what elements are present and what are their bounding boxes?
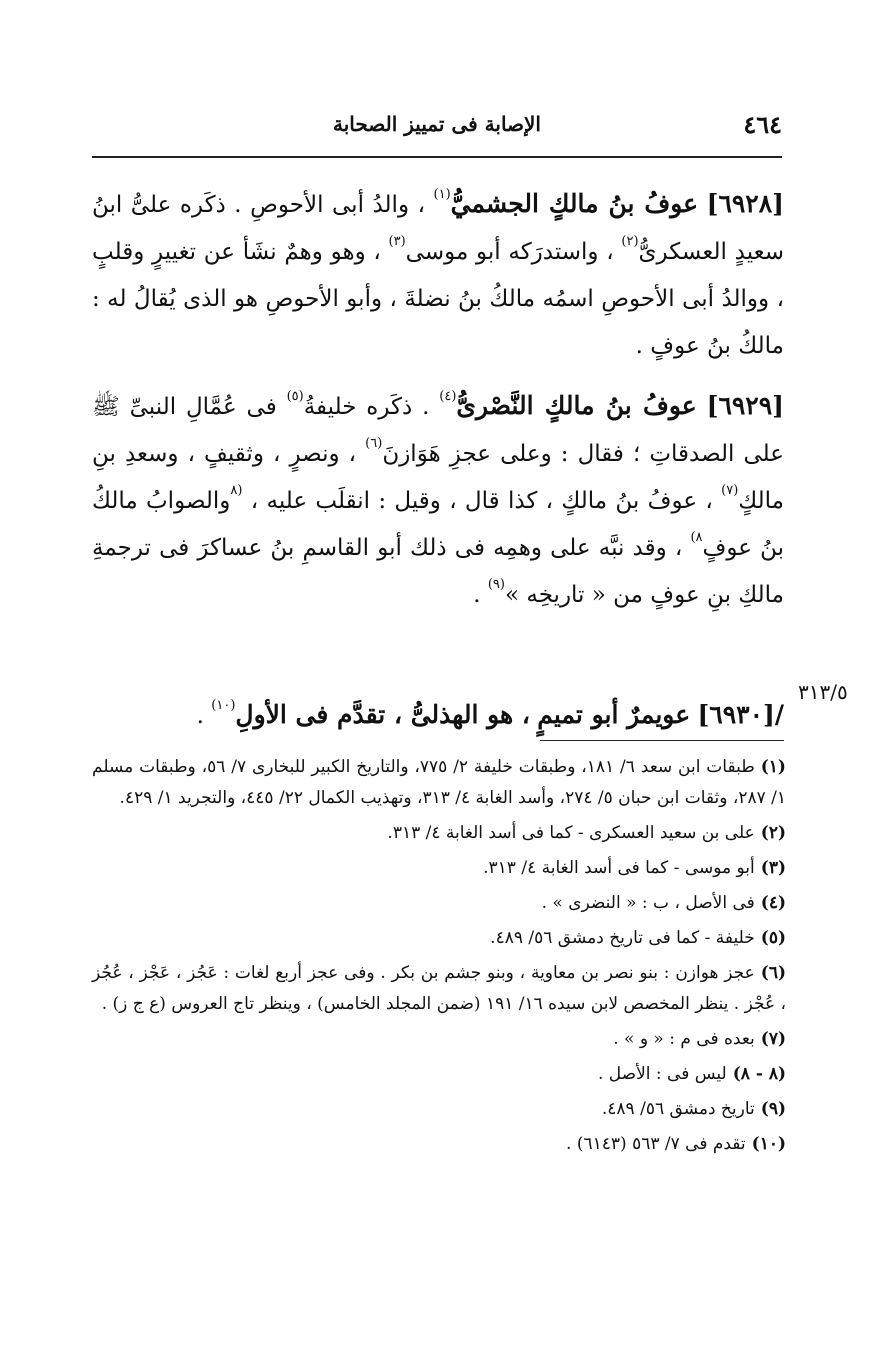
entry-text: فى عُمَّالِ النبىِّ ﷺ على الصدقاتِ ؛ فقال : وعلى عجزِ هَوَازنَ — [92, 394, 784, 467]
footnote-text: أبو موسى - كما فى أسد الغابة ٤/ ٣١٣. — [483, 858, 755, 878]
footnote — [92, 818, 786, 849]
footnote-mark: (١٠) — [751, 1134, 786, 1154]
footnote-text: على بن سعيد العسكرى - كما فى أسد الغابة ٤/ ٣١٣. — [387, 823, 755, 843]
entry-text: ، واستدرَكه أبو موسى — [405, 239, 614, 265]
footnote-ref: (٤) — [439, 389, 457, 404]
margin-reference: ٣١٣/٥ — [798, 680, 848, 704]
footnote-ref: (٥) — [286, 389, 304, 404]
entry-text: ، ونصرٍ ، وثقيفٍ ، وسعدِ بنِ مالكٍ — [92, 441, 785, 514]
footnote — [92, 888, 786, 919]
footnote-text: ليس فى : الأصل . — [597, 1064, 727, 1084]
entry-6930 — [92, 691, 784, 740]
footnote-text: بعده فى م : « و » . — [613, 1029, 755, 1049]
footnote — [92, 1129, 786, 1160]
footnote-mark: (٣) — [760, 858, 786, 878]
footnote-text: تاريخ دمشق ٥٦/ ٤٨٩. — [601, 1099, 755, 1119]
footnote-text: خليفة - كما فى تاريخ دمشق ٥٦/ ٤٨٩. — [490, 928, 755, 948]
entry-text: . ذكَره خليفةُ — [303, 394, 430, 420]
footnote-divider — [540, 740, 784, 741]
entry-text: ، والدُ أبى الأحوصِ . ذكَره علىُّ ابنُ سعيدٍ العسكرىُّ — [92, 192, 785, 265]
footnote-text: تقدم فى ٧/ ٥٦٣ (٦١٤٣) . — [566, 1134, 746, 1154]
footnote-mark: (٩) — [760, 1099, 786, 1119]
footnote-mark: (٦) — [760, 963, 786, 983]
header-divider — [92, 156, 782, 158]
footnote-mark: (٥) — [760, 928, 786, 948]
footnote-ref: (٦) — [365, 436, 383, 451]
footnote-ref: (٣) — [388, 234, 406, 249]
footnote-ref: (١) — [433, 187, 451, 202]
main-text — [92, 180, 784, 631]
entry-text: . — [473, 582, 481, 608]
footnote-text: طبقات ابن سعد ٦/ ١٨١، وطبقات خليفة ٢/ ٧٧٥، والتاريخ الكبير للبخارى ٧/ ٥٦، وطبقات مسلم ١/ ٢٨٧، وثقات ابن حبان ٥/ ٢٧٤، وأسد الغابة ٤/ ٣١٣، وتهذيب الكمال ٢٢/ ٤٤٥، والتجريد ١/ ٤٢٩. — [92, 757, 786, 808]
footnote — [92, 752, 786, 814]
footnote — [92, 958, 786, 1020]
footnote — [92, 1024, 786, 1055]
footnote — [92, 853, 786, 884]
running-title: الإصابة فى تمييز الصحابة — [333, 112, 541, 136]
footnote-mark: (١) — [760, 757, 786, 777]
entry-text: ، عوفُ بنُ مالكٍ ، كذا قال ، وقيل : انقلَب عليه ، — [250, 488, 713, 514]
footnote-ref: (١٠) — [211, 698, 236, 713]
page-number: ٤٦٤ — [743, 110, 782, 139]
entry-number: [٦٩٢٨] — [706, 189, 785, 218]
entry-name: عوفُ بنُ مالكٍ النَّصْرىُّ — [456, 391, 697, 420]
footnote-mark: (٤) — [760, 893, 786, 913]
footnote-ref: (٩) — [487, 577, 505, 592]
footnote-mark: (٢) — [760, 823, 786, 843]
entry-text: . — [196, 703, 204, 729]
entry-text: والصوابُ مالكُ بنُ عوفٍ — [92, 488, 784, 561]
footnote-mark: (٧) — [760, 1029, 786, 1049]
footnote-ref: (٨ — [230, 483, 243, 498]
entry-text: ، وهو وهمٌ نشَأ عن تغييرٍ وقلبٍ ، ووالدُ أبى الأحوصِ اسمُه مالكُ بنُ نضلةَ ، وأبو الأحوصِ هو الذى يُقالُ له : مالكُ بنُ عوفٍ . — [92, 239, 784, 359]
entry-name: عويمرٌ أبو تميمٍ — [537, 700, 691, 729]
entry-6929 — [92, 382, 784, 619]
footnote-ref: (٧) — [721, 483, 739, 498]
entry-6928 — [92, 180, 784, 370]
entry-text: ، هو الهذلىُّ ، تقدَّم فى الأولِ — [235, 700, 530, 729]
footnote-mark: (٨ - ٨) — [732, 1064, 786, 1084]
footnote-text: عجز هوازن : بنو نصر بن معاوية ، وبنو جشم بن بكر . وفى عجز أربع لغات : عَجُز ، عَجْز ، عُجُز ، عُجْز . ينظر المخصص لابن سيده ١٦/ ١٩١ (ضمن المجلد الخامس) ، وينظر تاج العروس (ع ج ز) . — [92, 963, 786, 1014]
footnote-ref: (٢) — [621, 234, 639, 249]
footnote-ref: ٨) — [690, 530, 703, 545]
entry-number: [٦٩٢٩] — [706, 391, 784, 420]
entry-name: عوفُ بنُ مالكٍ الجشميُّ — [450, 189, 699, 218]
entry-number: [٦٩٣٠] — [697, 700, 775, 729]
page-header — [92, 110, 782, 146]
entry-prefix: / — [774, 700, 784, 729]
footnotes — [92, 752, 786, 1164]
footnote — [92, 923, 786, 954]
footnote — [92, 1094, 786, 1125]
footnote-text: فى الأصل ، ب : « النضرى » . — [541, 893, 755, 913]
entry-text: ، وقد نبَّه على وهمِه فى ذلك أبو القاسمِ بنُ عساكرَ فى ترجمةِ مالكِ بنِ عوفٍ من « تاريخِه » — [92, 535, 784, 608]
footnote — [92, 1059, 786, 1090]
